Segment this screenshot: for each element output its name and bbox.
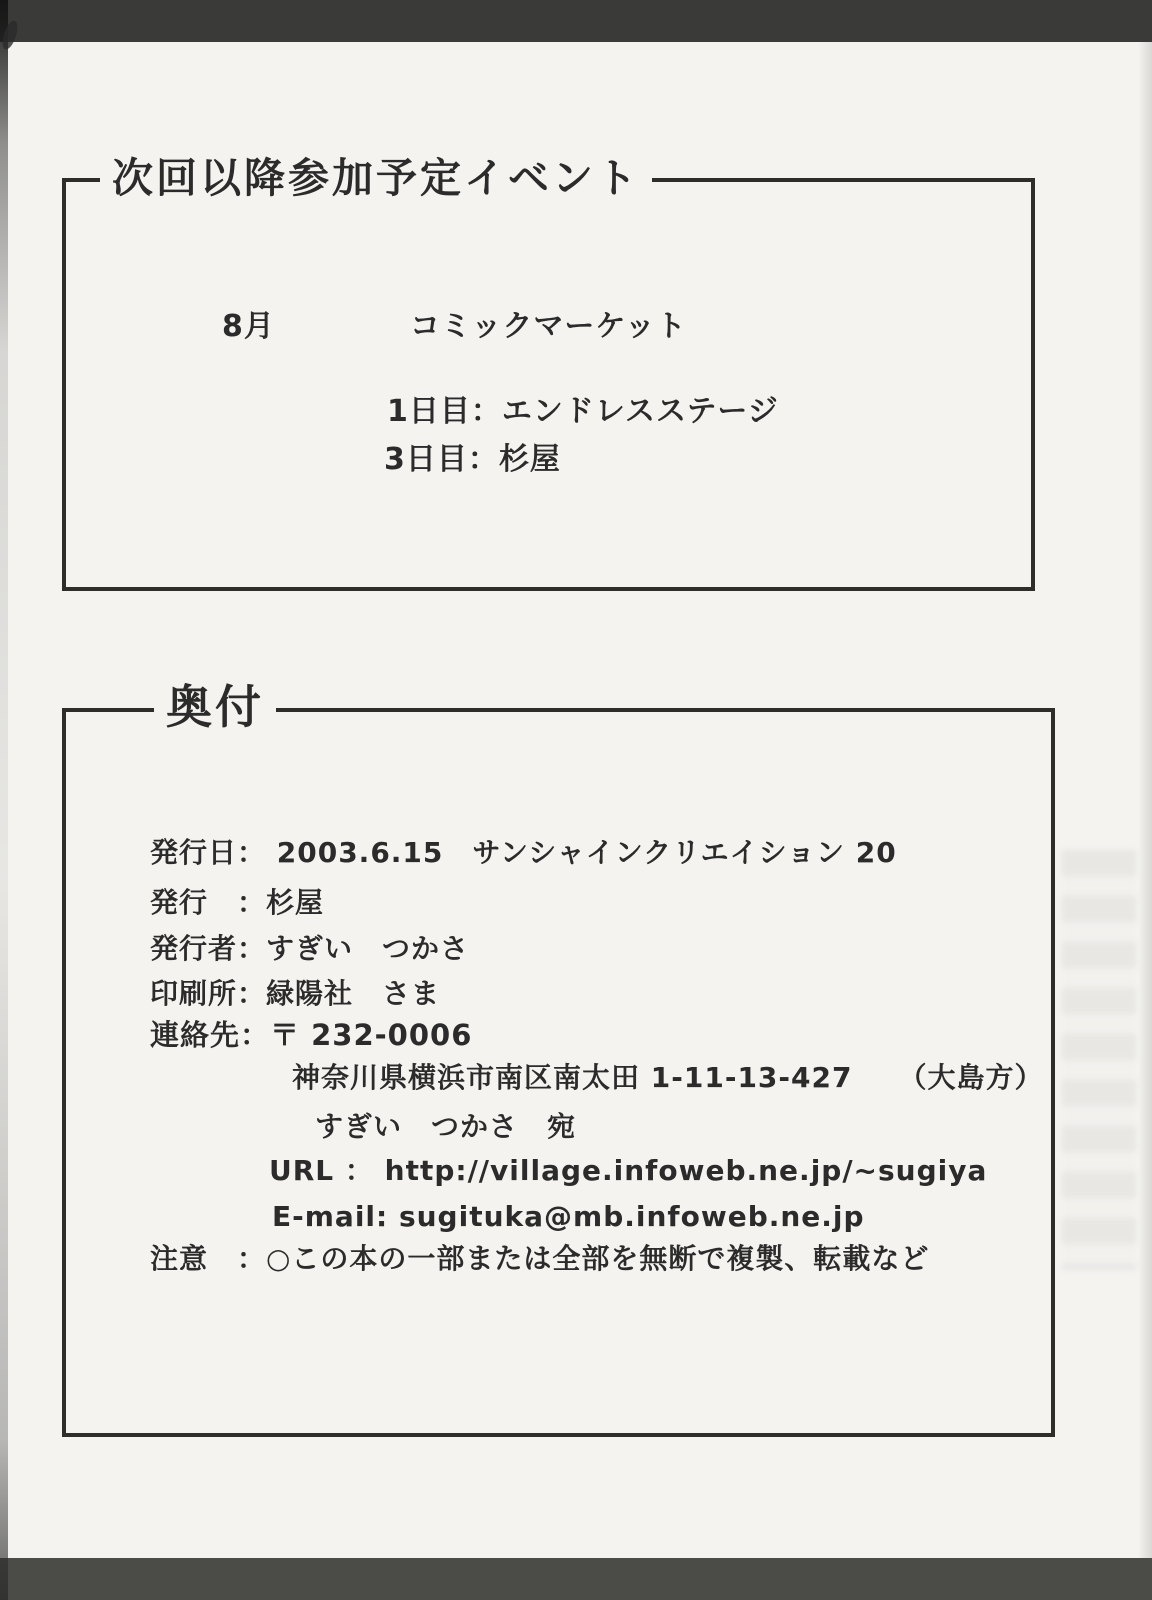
event-month-label: 8月: [222, 309, 275, 344]
event-name-label: コミックマーケット: [410, 309, 687, 344]
colophon-box: [62, 680, 1055, 1437]
colophon-care-of-text: （大島方）: [898, 1061, 1044, 1094]
colophon-line-publisher: 発行 ：杉屋: [150, 886, 325, 919]
page-left-edge-shadow: [0, 0, 8, 1600]
colophon-line-addressee: すぎい つかさ 宛: [315, 1110, 577, 1143]
bleed-through-artifact: [1062, 850, 1136, 1270]
event-day1-label: 1日目：エンドレスステージ: [387, 394, 779, 429]
page-right-edge-shadow: [1138, 42, 1152, 1558]
colophon-line-url: URL ： http://village.infoweb.ne.jp/~sugiya: [269, 1154, 988, 1187]
event-day2-label: 3日目：杉屋: [384, 442, 561, 477]
upcoming-events-title: 次回以降参加予定イベント: [100, 152, 652, 204]
colophon-line-printer: 印刷所：緑陽社 さま: [150, 977, 441, 1010]
scan-top-band: [0, 0, 1152, 42]
colophon-line-notice: 注意 ：○この本の一部または全部を無断で複製、転載など: [150, 1242, 930, 1275]
colophon-title: 奥付: [154, 678, 276, 736]
colophon-line-author: 発行者：すぎい つかさ: [150, 932, 470, 965]
colophon-line-address: [292, 1061, 1044, 1095]
colophon-line-publish-date: 発行日： 2003.6.15 サンシャインクリエイション 20: [150, 836, 897, 869]
scan-bottom-band: [0, 1558, 1152, 1600]
colophon-address-text: 神奈川県横浜市南区南太田 1-11-13-427: [292, 1061, 853, 1094]
colophon-line-email: E-mail: sugituka@mb.infoweb.ne.jp: [272, 1200, 865, 1233]
upcoming-events-box: [62, 154, 1035, 591]
colophon-line-contact: 連絡先：〒 232-0006: [150, 1018, 473, 1052]
